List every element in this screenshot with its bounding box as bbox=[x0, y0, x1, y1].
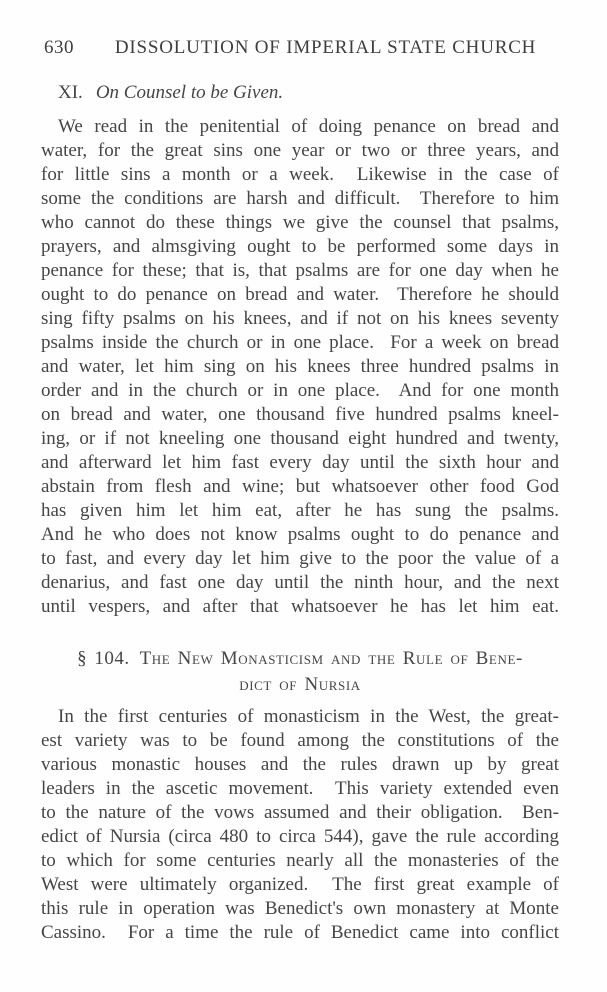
text-line: to fast, and every day let him give to the poor the value of a bbox=[41, 548, 559, 569]
text-line: And he who does not know psalms ought to do penance and bbox=[41, 524, 559, 545]
section-104-heading-line2 bbox=[41, 672, 559, 698]
text-line: edict of Nursia (circa 480 to circa 544), gave the rule according bbox=[41, 826, 559, 847]
running-title: DISSOLUTION OF IMPERIAL STATE CHURCH bbox=[114, 37, 537, 58]
section-xi-heading bbox=[41, 81, 559, 105]
text-line: and water, let him sing on his knees three hundred psalms in bbox=[41, 356, 559, 377]
page-number: 630 bbox=[44, 37, 74, 58]
text-line: until vespers, and after that whatsoever he has let him eat. bbox=[41, 596, 559, 617]
text-line: prayers, and almsgiving ought to be performed some days in bbox=[41, 236, 559, 257]
section-104-title-part2: dict of Nursia bbox=[239, 674, 361, 695]
text-line: this rule in operation was Benedict's own monastery at Monte bbox=[41, 898, 559, 919]
text-line: In the first centuries of monasticism in the West, the great- bbox=[58, 706, 559, 727]
text-line: penance for these; that is, that psalms are for one day when he bbox=[41, 260, 559, 281]
text-line: abstain from flesh and wine; but whatsoever other food God bbox=[41, 476, 559, 497]
section-104-heading bbox=[41, 646, 559, 698]
text-line: order and in the church or in one place. And for one month bbox=[41, 380, 559, 401]
text-line: for little sins a month or a week. Likewise in the case of bbox=[41, 164, 559, 185]
text-line: and afterward let him fast every day until the sixth hour and bbox=[41, 452, 559, 473]
text-line: Cassino. For a time the rule of Benedict came into conflict bbox=[41, 922, 559, 943]
text-line: on bread and water, one thousand five hundred psalms kneel- bbox=[41, 404, 559, 425]
section-104-title-part1: The New Monasticism and the Rule of Bene- bbox=[139, 648, 523, 669]
section-xi-title: On Counsel to be Given. bbox=[95, 82, 284, 103]
text-line: est variety was to be found among the constitutions of the bbox=[41, 730, 559, 751]
section-104-label: § 104. bbox=[77, 648, 130, 669]
text-block bbox=[41, 36, 559, 945]
text-line: water, for the great sins one year or two or three years, and bbox=[41, 140, 559, 161]
text-line: to the nature of the vows assumed and their obligation. Ben- bbox=[41, 802, 559, 823]
text-line: ought to do penance on bread and water. Therefore he should bbox=[41, 284, 559, 305]
text-line: West were ultimately organized. The first great example of bbox=[41, 874, 559, 895]
text-line: to which for some centuries nearly all the monasteries of the bbox=[41, 850, 559, 871]
section-104-heading-line1 bbox=[41, 646, 559, 672]
text-line: ing, or if not kneeling one thousand eight hundred and twenty, bbox=[41, 428, 559, 449]
text-line: sing fifty psalms on his knees, and if not on his knees seventy bbox=[41, 308, 559, 329]
running-header bbox=[41, 36, 559, 60]
text-line: leaders in the ascetic movement. This variety extended even bbox=[41, 778, 559, 799]
text-line: some the conditions are harsh and difficult. Therefore to him bbox=[41, 188, 559, 209]
text-line: who cannot do these things we give the counsel that psalms, bbox=[41, 212, 559, 233]
text-line: various monastic houses and the rules drawn up by great bbox=[41, 754, 559, 775]
paragraph-monasticism bbox=[41, 705, 559, 945]
text-line: denarius, and fast one day until the ninth hour, and the next bbox=[41, 572, 559, 593]
paragraph-penitential bbox=[41, 115, 559, 619]
text-line: We read in the penitential of doing penance on bread and bbox=[58, 116, 559, 137]
section-xi-label: XI. bbox=[58, 82, 83, 103]
text-line: psalms inside the church or in one place. For a week on bread bbox=[41, 332, 559, 353]
text-line: has given him let him eat, after he has sung the psalms. bbox=[41, 500, 559, 521]
